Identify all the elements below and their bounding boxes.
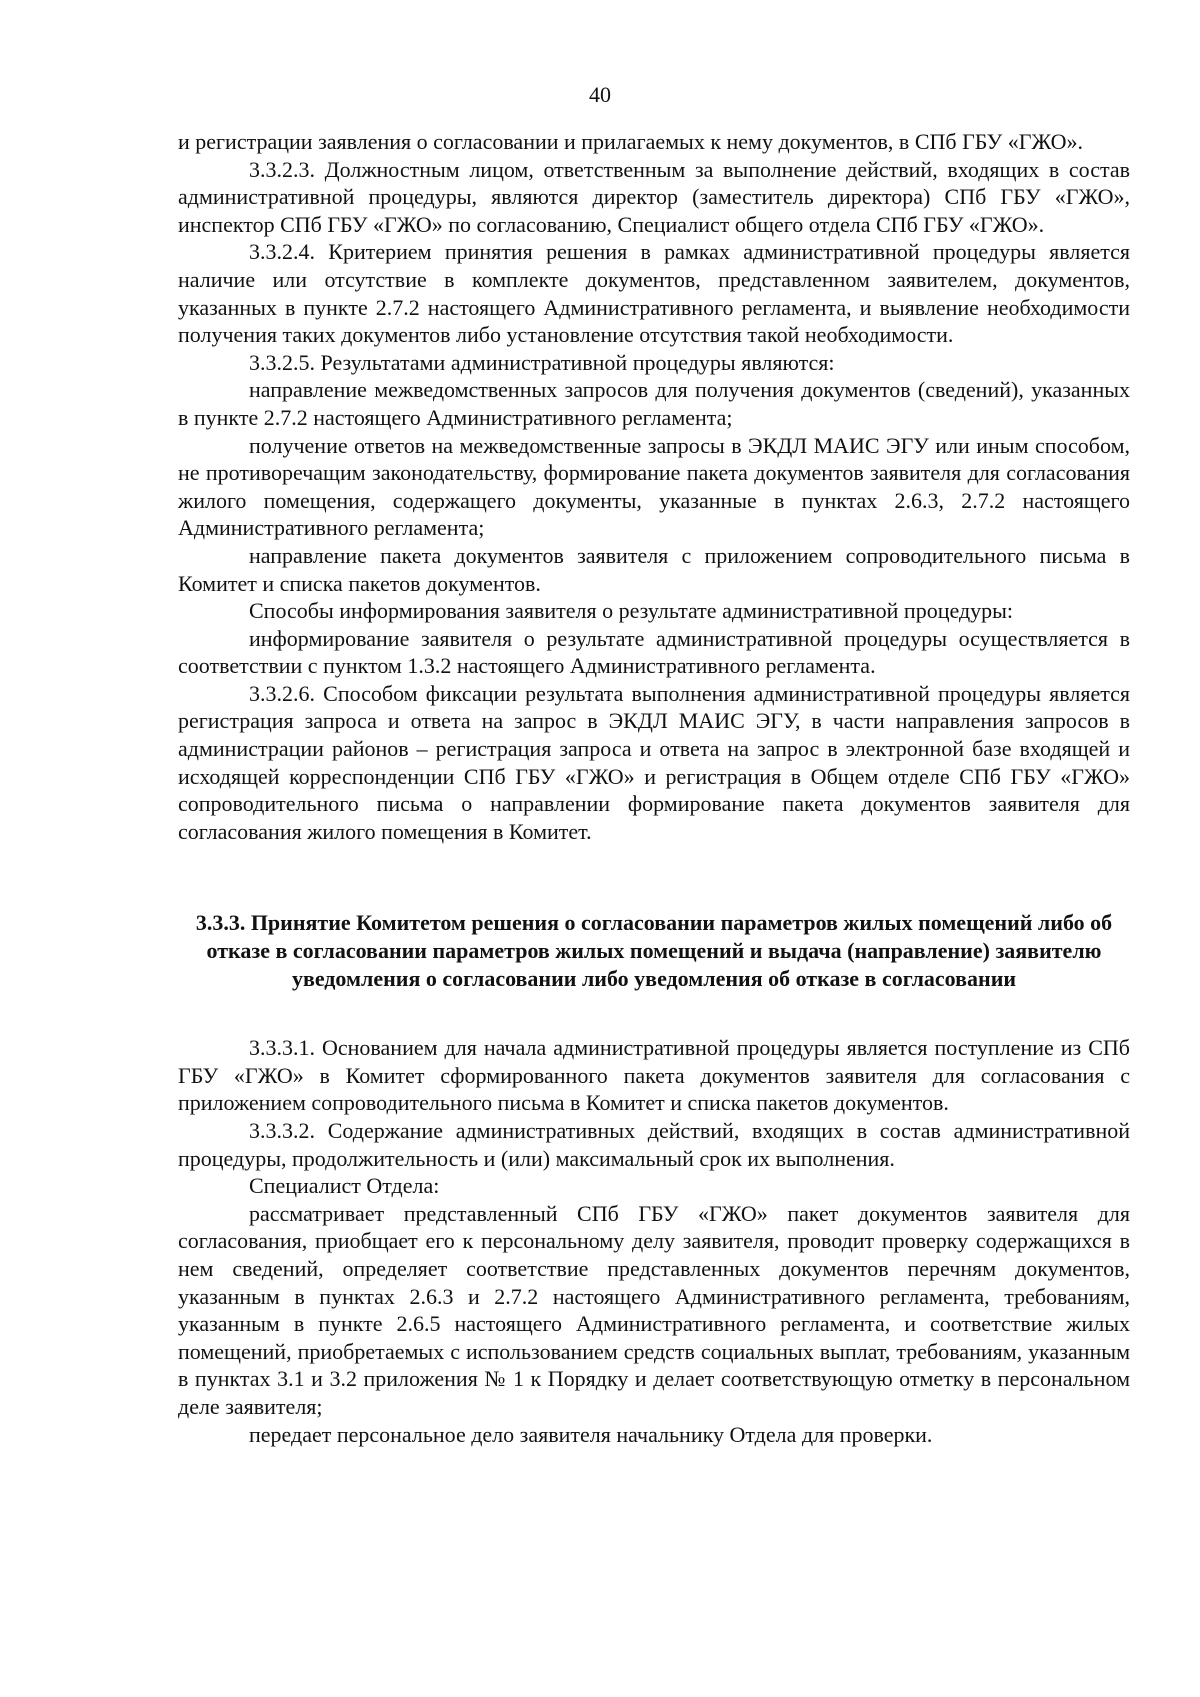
paragraph-result-requests: направление межведомственных запросов для получения документов (сведений), указанных в пункте 2.7.2 настоящего Административного регламента; (178, 377, 1130, 430)
paragraph-3-3-2-3: 3.3.2.3. Должностным лицом, ответственным за выполнение действий, входящих в состав административной процедуры, являются директор (заместитель директора) СПб ГБУ «ГЖО», инспектор СПб ГБУ «ГЖО» по согласованию, Специалист общего отдела СПб ГБУ «ГЖО». (178, 156, 1130, 237)
page-number: 40 (589, 82, 611, 107)
paragraph-3-3-3-2: 3.3.3.2. Содержание административных действий, входящих в состав административной процедуры, продолжительность и (или) максимальный срок их выполнения. (178, 1118, 1130, 1171)
paragraph-review: рассматривает представленный СПб ГБУ «ГЖО» пакет документов заявителя для согласования, приобщает его к персональному делу заявителя, проводит проверку содержащихся в нем сведений, определяет соответствие представленных документов перечням документов, указанным в пунктах 2.6.3 и 2.7.2 настоящего Административного регламента, требованиям, указанным в пункте 2.6.5 настоящего Административного регламента, и соответствие жилых помещений, приобретаемых с использованием средств социальных выплат, требованиям, указанным в пунктах 3.1 и 3.2 приложения № 1 к Порядку и делает соответствующую отметку в персональном деле заявителя; (178, 1200, 1130, 1419)
document-body (178, 128, 1130, 1448)
section-heading-3-3-3: 3.3.3. Принятие Комитетом решения о согласовании параметров жилых помещений либо об отказе в согласовании параметров жилых помещений и выдача (направление) заявителю уведомления о согласовании либо уведомления об отказе в согласовании (195, 910, 1113, 991)
paragraph-result-package: направление пакета документов заявителя с приложением сопроводительного письма в Комитет и списка пакетов документов. (178, 542, 1130, 596)
paragraph-informing-methods: Способы информирования заявителя о результате административной процедуры: (249, 598, 1014, 624)
paragraph-result-responses: получение ответов на межведомственные запросы в ЭКДЛ МАИС ЭГУ или иным способом, не противоречащим законодательству, формирование пакета документов заявителя для согласования жилого помещения, содержащего документы, указанные в пунктах 2.6.3, 2.7.2 настоящего Административного регламента; (178, 432, 1130, 541)
paragraph-continuation: и регистрации заявления о согласовании и прилагаемых к нему документов, в СПб ГБУ «ГЖО». (178, 129, 1083, 154)
paragraph-3-3-2-5: 3.3.2.5. Результатами административной процедуры являются: (249, 349, 835, 375)
paragraph-specialist: Специалист Отдела: (249, 1173, 440, 1199)
paragraph-3-3-3-1: 3.3.3.1. Основанием для начала административной процедуры является поступление из СПб ГБУ «ГЖО» в Комитет сформированного пакета документов заявителя для согласования с приложением сопроводительного письма в Комитет и списка пакетов документов. (178, 1035, 1130, 1116)
paragraph-informing: информирование заявителя о результате административной процедуры осуществляется в соответствии с пунктом 1.3.2 настоящего Административного регламента. (178, 625, 1130, 679)
section-3-3-2-continued (178, 128, 1130, 845)
paragraph-3-3-2-6: 3.3.2.6. Способом фиксации результата выполнения административной процедуры является регистрация запроса и ответа на запрос в ЭКДЛ МАИС ЭГУ, в части направления запросов в администрации районов – регистрация запроса и ответа на запрос в электронной базе входящей и исходящей корреспонденции СПб ГБУ «ГЖО» и регистрация в Общем отделе СПб ГБУ «ГЖО» сопроводительного письма о направлении формирование пакета документов заявителя для согласования жилого помещения в Комитет. (178, 680, 1130, 844)
section-3-3-3 (178, 1034, 1130, 1448)
paragraph-3-3-2-4: 3.3.2.4. Критерием принятия решения в рамках административной процедуры является наличие или отсутствие в комплекте документов, представленном заявителем, документов, указанных в пункте 2.7.2 настоящего Административного регламента, и выявление необходимости получения таких документов либо установление отсутствия такой необходимости. (178, 239, 1130, 348)
paragraph-transfer: передает персональное дело заявителя начальнику Отдела для проверки. (249, 1421, 933, 1447)
